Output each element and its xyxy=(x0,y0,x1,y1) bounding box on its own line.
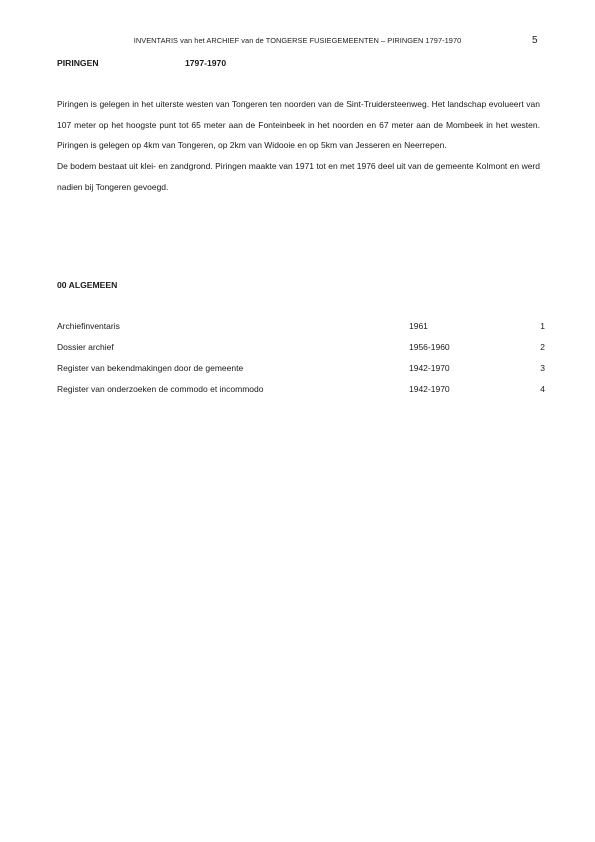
inventory-description: Register van bekendmakingen door de gemeente xyxy=(57,363,244,373)
inventory-row xyxy=(57,338,545,359)
inventory-period: 1942-1970 xyxy=(409,384,450,394)
inventory-number: 1 xyxy=(540,321,545,331)
intro-text xyxy=(57,94,540,198)
inventory-period: 1961 xyxy=(409,321,428,331)
intro-paragraph: De bodem bestaat uit klei- en zandgrond. Piringen maakte van 1971 tot en met 1976 deel uit van de gemeente Kolmont en werd nadien bij Tongeren gevoegd. xyxy=(57,161,540,192)
place-name: PIRINGEN xyxy=(57,58,99,68)
inventory-number: 4 xyxy=(540,384,545,394)
inventory-number: 2 xyxy=(540,342,545,352)
inventory-description: Dossier archief xyxy=(57,342,114,352)
title-period: 1797-1970 xyxy=(185,58,227,68)
inventory-number: 3 xyxy=(540,363,545,373)
inventory-period: 1942-1970 xyxy=(409,363,450,373)
inventory-period: 1956-1960 xyxy=(409,342,450,352)
inventory-row xyxy=(57,359,545,380)
intro-paragraph: Piringen is gelegen in het uiterste westen van Tongeren ten noorden van de Sint-Truidersteenweg. Het landschap evolueert van 107 meter op het hoogste punt tot 65 meter aan de Fonteinbeek in het noorden en 67 meter aan de Mombeek in het westen. Piringen is gelegen op 4km van Tongeren, op 2km van Widooie en op 5km van Jesseren en Neerrepen. xyxy=(57,99,540,151)
inventory-row xyxy=(57,380,545,401)
section-title: 00 ALGEMEEN xyxy=(57,280,118,290)
inventory-row xyxy=(57,317,545,338)
page-number: 5 xyxy=(532,35,538,46)
inventory-description: Register van onderzoeken de commodo et incommodo xyxy=(57,384,264,394)
running-header: INVENTARIS van het ARCHIEF van de TONGERSE FUSIEGEMEENTEN – PIRINGEN 1797-1970 xyxy=(133,36,462,45)
inventory-list xyxy=(57,317,545,401)
document-title xyxy=(57,58,226,68)
inventory-description: Archiefinventaris xyxy=(57,321,120,331)
